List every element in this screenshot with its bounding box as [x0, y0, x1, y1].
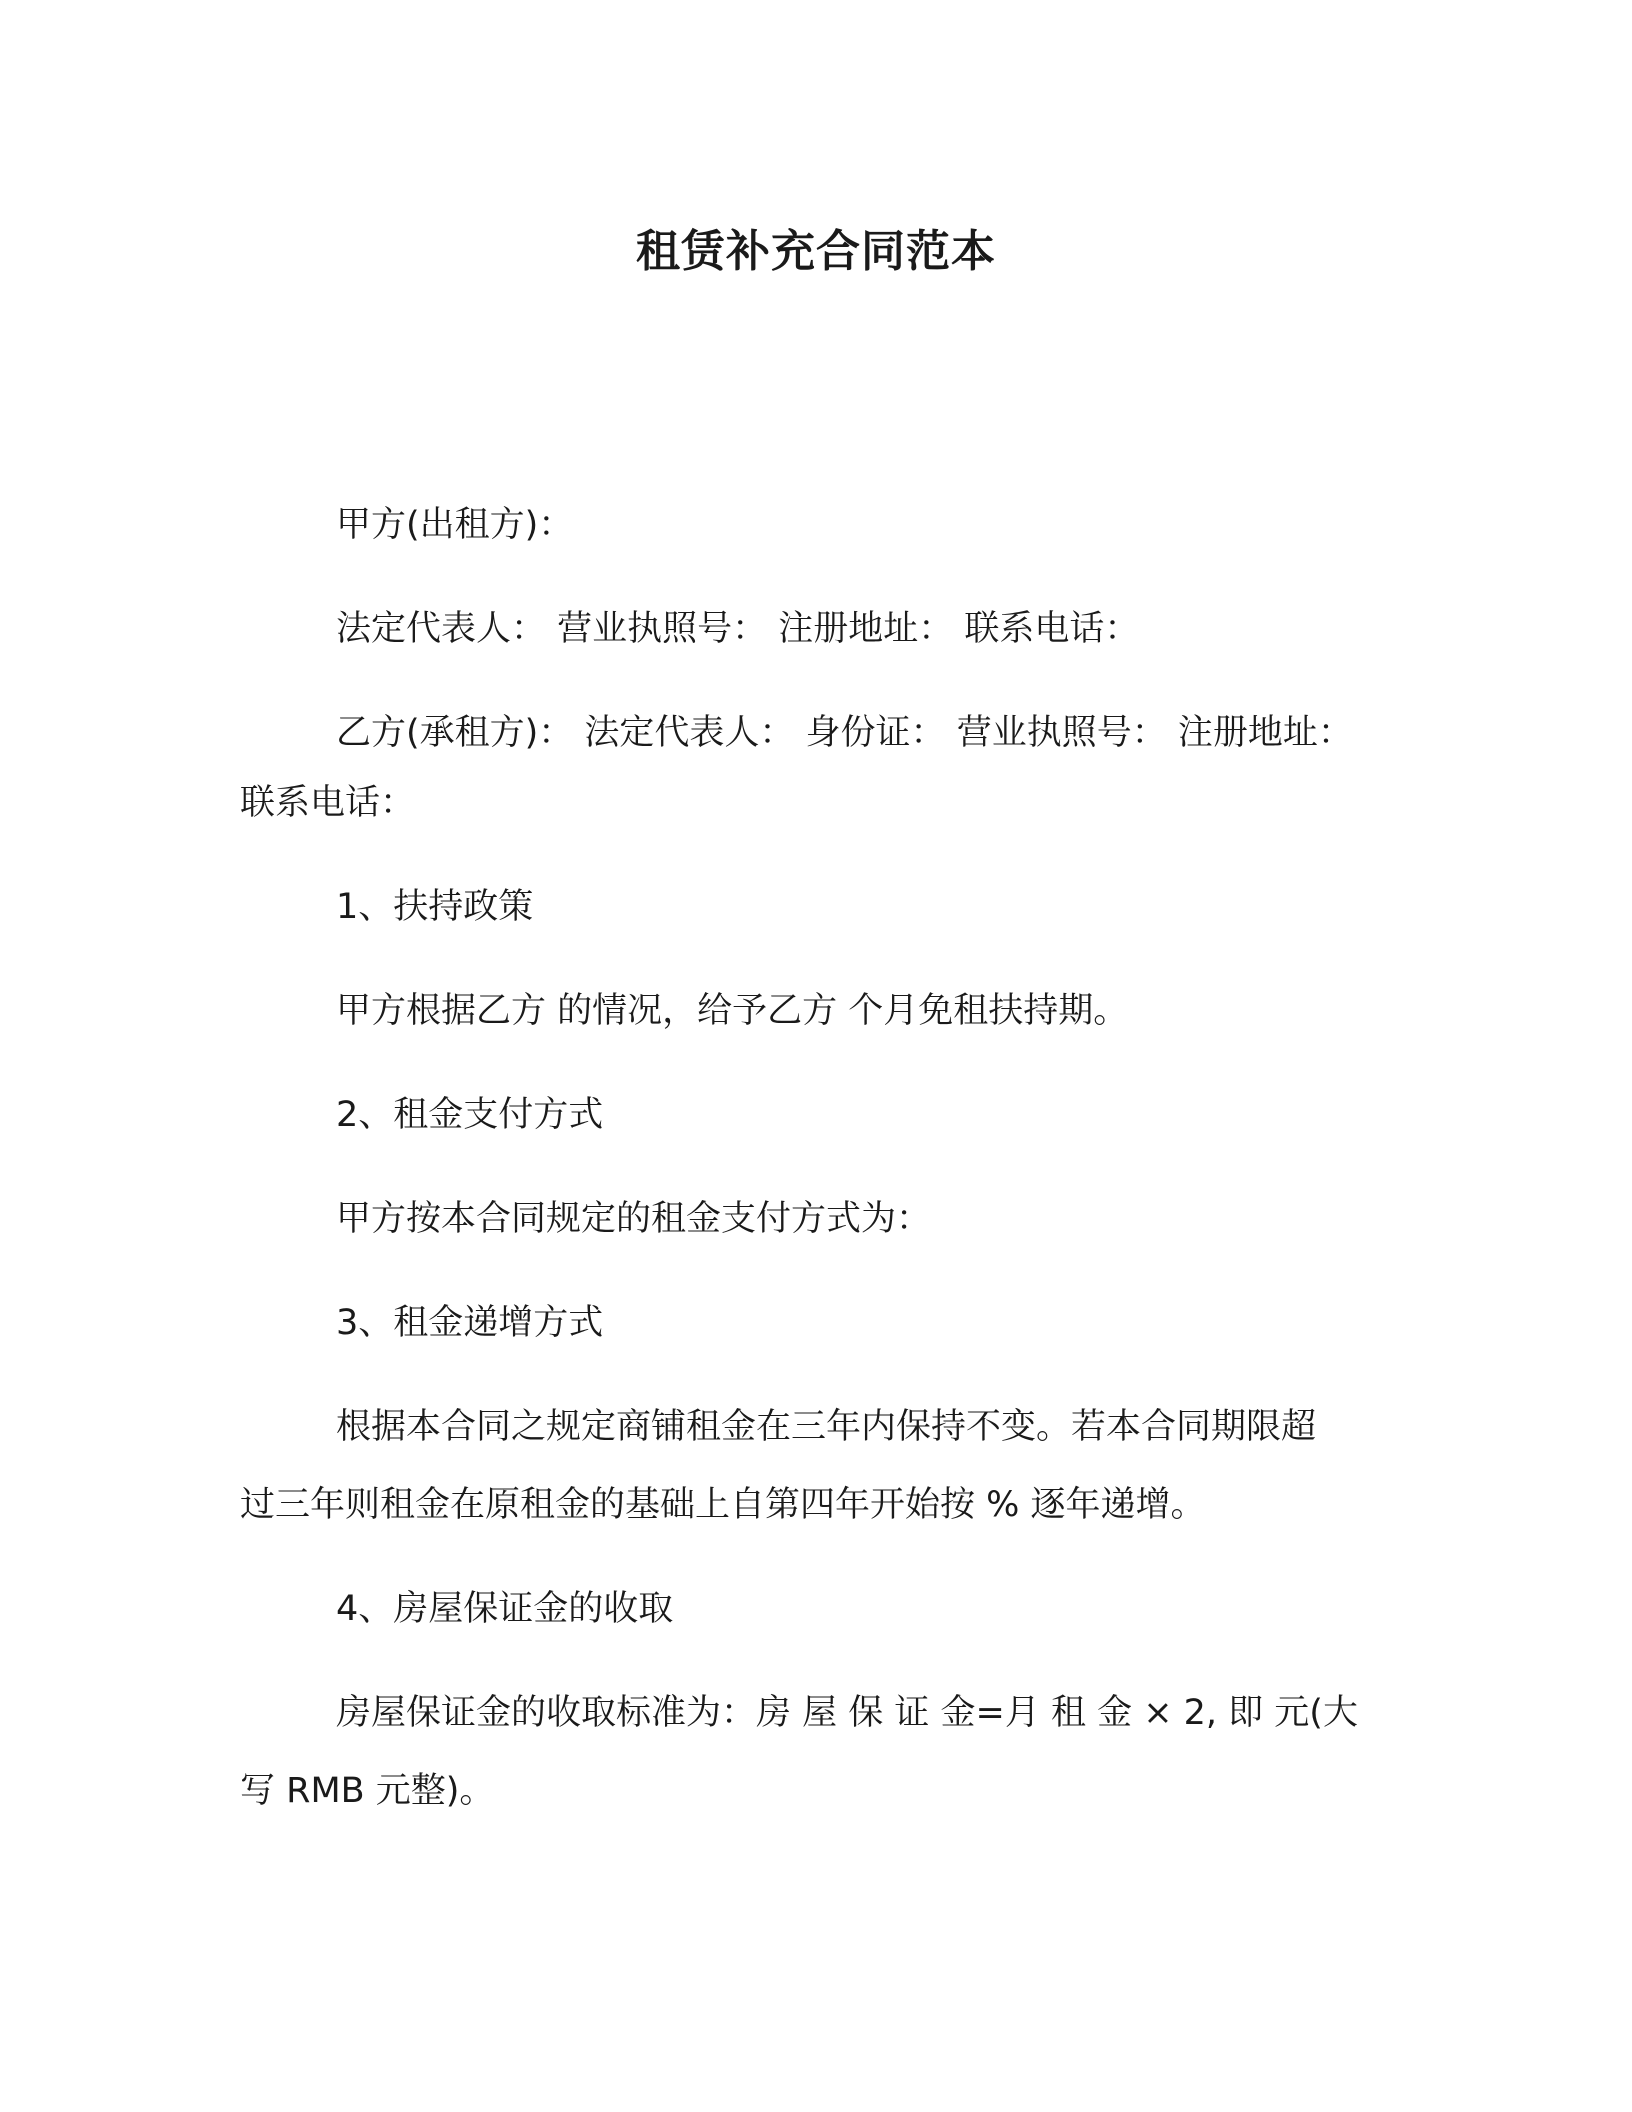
section-2-body: 甲方按本合同规定的租金支付方式为： — [336, 1199, 932, 1239]
section-4-body-line-2: 写 RMB 元整)。 — [240, 1771, 495, 1811]
section-4-heading: 4、房屋保证金的收取 — [336, 1589, 674, 1629]
party-a-line: 甲方(出租方)： — [336, 505, 574, 545]
section-3-heading: 3、租金递增方式 — [336, 1303, 604, 1343]
section-4-body-line-1: 房屋保证金的收取标准为：房 屋 保 证 金=月 租 金 × 2, 即 元(大 — [336, 1693, 1358, 1733]
party-a-details-line: 法定代表人： 营业执照号： 注册地址： 联系电话： — [336, 609, 1140, 649]
section-3-body-line-1: 根据本合同之规定商铺租金在三年内保持不变。若本合同期限超 — [336, 1407, 1317, 1447]
section-1-body: 甲方根据乙方 的情况，给予乙方 个月免租扶持期。 — [336, 991, 1129, 1031]
section-3-body-line-2: 过三年则租金在原租金的基础上自第四年开始按 % 逐年递增。 — [240, 1485, 1206, 1525]
document-title: 租赁补充合同范本 — [636, 226, 996, 277]
party-b-phone-line: 联系电话： — [240, 783, 416, 823]
party-b-line: 乙方(承租方)： 法定代表人： 身份证： 营业执照号： 注册地址： — [336, 713, 1353, 753]
section-2-heading: 2、租金支付方式 — [336, 1095, 604, 1135]
section-1-heading: 1、扶持政策 — [336, 887, 534, 927]
